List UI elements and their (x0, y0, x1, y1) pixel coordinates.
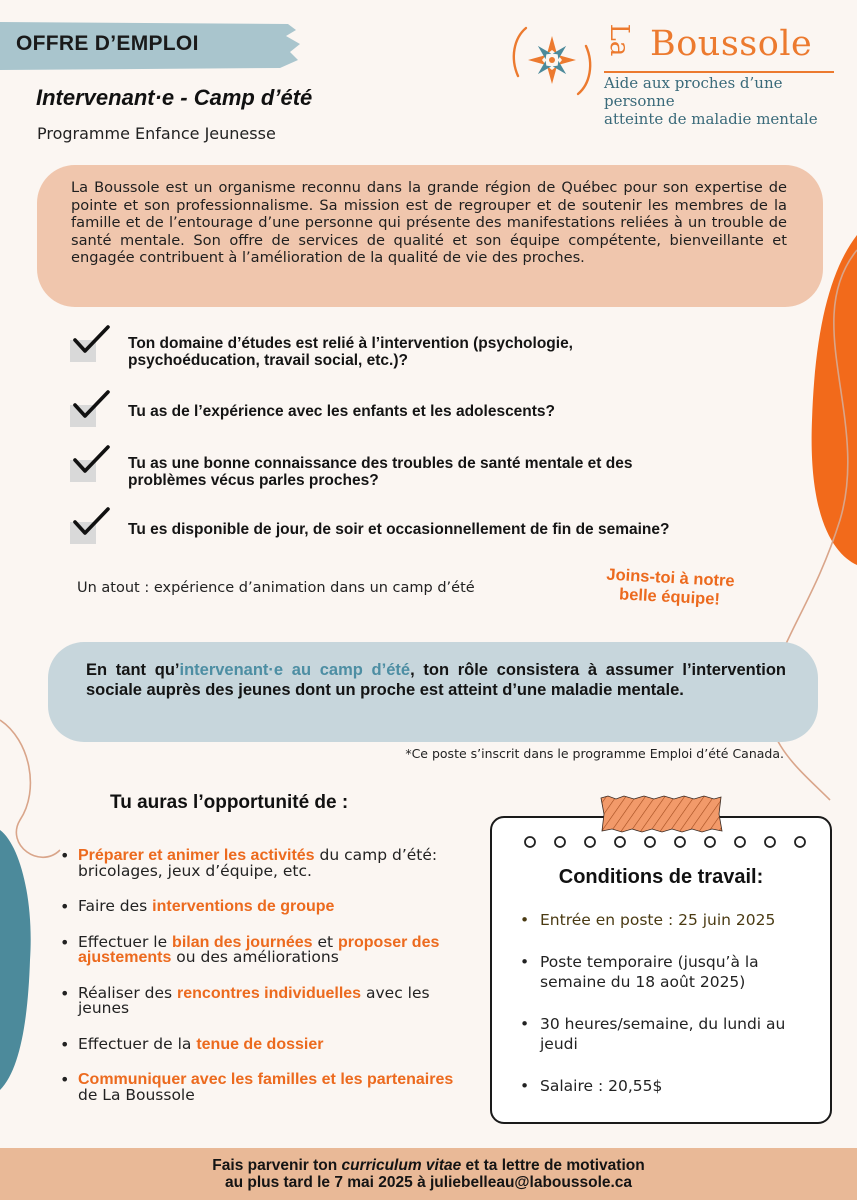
checklist-line-1: Tu as une bonne connaissance des troubles de santé mentale et des (128, 455, 633, 472)
logo-name: Boussole (650, 24, 813, 64)
item-text: Effectuer le (78, 932, 173, 951)
item-highlight: interventions de groupe (152, 898, 335, 915)
checklist-line-2: psychoéducation, travail social, etc.)? (128, 351, 408, 369)
compass-logo-icon (506, 14, 598, 106)
decorative-line-left (0, 720, 60, 857)
role-highlight: intervenant·e au camp d’été (179, 661, 411, 679)
item-highlight: proposer des ajustements (78, 933, 440, 966)
item-text: de La Boussole (78, 1085, 195, 1104)
conditions-title: Conditions de travail: (558, 866, 764, 888)
list-item: • Poste temporaire (jusqu’à la semaine du 18 août 2025) (518, 952, 808, 992)
logo-tagline-2: atteinte de maladie mentale (604, 110, 818, 128)
checklist-text (128, 336, 778, 369)
logo-tagline (604, 74, 844, 128)
checklist-text (128, 522, 828, 539)
logo-la-vertical (598, 20, 638, 72)
intro-text: La Boussole est un organisme reconnu dans la grande région de Québec pour son expertise de pointe et son professionnalisme. Sa mission est de regrouper et de soutenir les membres de la famille et de l’entourage d’une personne qui présente des manifestations reliées à un trouble de santé mentale. Son offre de services de qualité et son équipe compétente, bienveillante et engagée contribuent à l’amélioration de la qualité de vie des proches. (71, 179, 787, 266)
checkmark-icon (72, 324, 110, 356)
item-text: Effectuer de la (78, 1034, 197, 1053)
program-name: Programme Enfance Jeunesse (37, 124, 276, 143)
item-highlight: tenue de dossier (196, 1035, 324, 1053)
item-highlight: bilan des journées (172, 933, 313, 951)
checkmark-icon (72, 506, 110, 538)
asset-note: Un atout : expérience d’animation dans un camp d’été (77, 580, 475, 596)
list-item (56, 983, 476, 1017)
footer-line-2[interactable]: au plus tard le 7 mai 2025 à juliebelleau@laboussole.ca (224, 1174, 633, 1191)
item-text: ou des améliorations (171, 948, 339, 966)
intro-box (37, 165, 823, 307)
binder-rings (520, 832, 810, 852)
list-item: • Salaire : 20,55$ (518, 1076, 808, 1096)
footer-text: Fais parvenir ton (212, 1157, 342, 1174)
role-text-before: En tant qu’ (86, 661, 180, 679)
checkmark-icon (72, 444, 110, 476)
role-box (48, 642, 818, 742)
checklist-line-1: Tu as de l’expérience avec les enfants et les adolescents? (128, 403, 556, 420)
opportunities-title: Tu auras l’opportunité de : (110, 792, 349, 813)
item-highlight: rencontres individuelles (177, 984, 362, 1002)
checklist-line-1: Ton domaine d’études est relié à l’intervention (psychologie, (128, 335, 573, 352)
checklist-line-2: problèmes vécus parles proches? (128, 471, 379, 489)
application-footer (0, 1148, 857, 1200)
job-title: Intervenant·e - Camp d’été (36, 85, 313, 110)
list-item (56, 1072, 476, 1103)
role-text-after: , ton rôle consistera à assumer l’intervention sociale auprès des jeunes dont un proche est atteint d’une maladie mentale. (86, 661, 786, 699)
logo-tagline-1: Aide aux proches d’une personne (604, 74, 783, 110)
logo-divider (604, 71, 834, 73)
footer-cv: curriculum vitae (341, 1157, 462, 1174)
item-highlight: Préparer et animer les activités (78, 847, 315, 864)
list-item: • Entrée en poste : 25 juin 2025 (518, 910, 808, 930)
checkmark-icon (72, 389, 110, 421)
job-offer-badge: OFFRE D’EMPLOI (16, 32, 199, 55)
item-text: Faire des (78, 897, 153, 915)
item-text: et (312, 932, 338, 951)
list-item (56, 848, 476, 879)
footer-line-1 (0, 1157, 857, 1174)
program-footnote: *Ce poste s’inscrit dans le programme Emploi d’été Canada. (405, 746, 784, 761)
opportunities-list (56, 848, 476, 1115)
footer-text: et ta lettre de motivation (461, 1157, 645, 1174)
list-item (56, 932, 476, 966)
list-item: • 30 heures/semaine, du lundi au jeudi (518, 1014, 808, 1054)
join-line-2: belle équipe! (618, 585, 721, 609)
item-text: du camp d’été: bricolages, jeux d’équipe, etc. (78, 846, 438, 880)
list-item (56, 899, 476, 915)
item-text: Réaliser des (78, 983, 178, 1002)
role-text (86, 660, 786, 700)
list-item (56, 1034, 476, 1053)
item-highlight: Communiquer avec les familles et les partenaires (78, 1071, 454, 1088)
checklist-text (128, 404, 778, 421)
join-line-1: Joins-toi à notre (605, 565, 736, 591)
conditions-list (518, 910, 808, 1112)
logo-la-text: La (604, 23, 634, 57)
checklist-text (128, 456, 778, 489)
teal-blob (0, 830, 31, 1090)
item-text: avec les jeunes (78, 983, 430, 1017)
tape-decoration (598, 794, 724, 834)
checklist-line-1: Tu es disponible de jour, de soir et occasionnellement de fin de semaine? (128, 521, 670, 538)
